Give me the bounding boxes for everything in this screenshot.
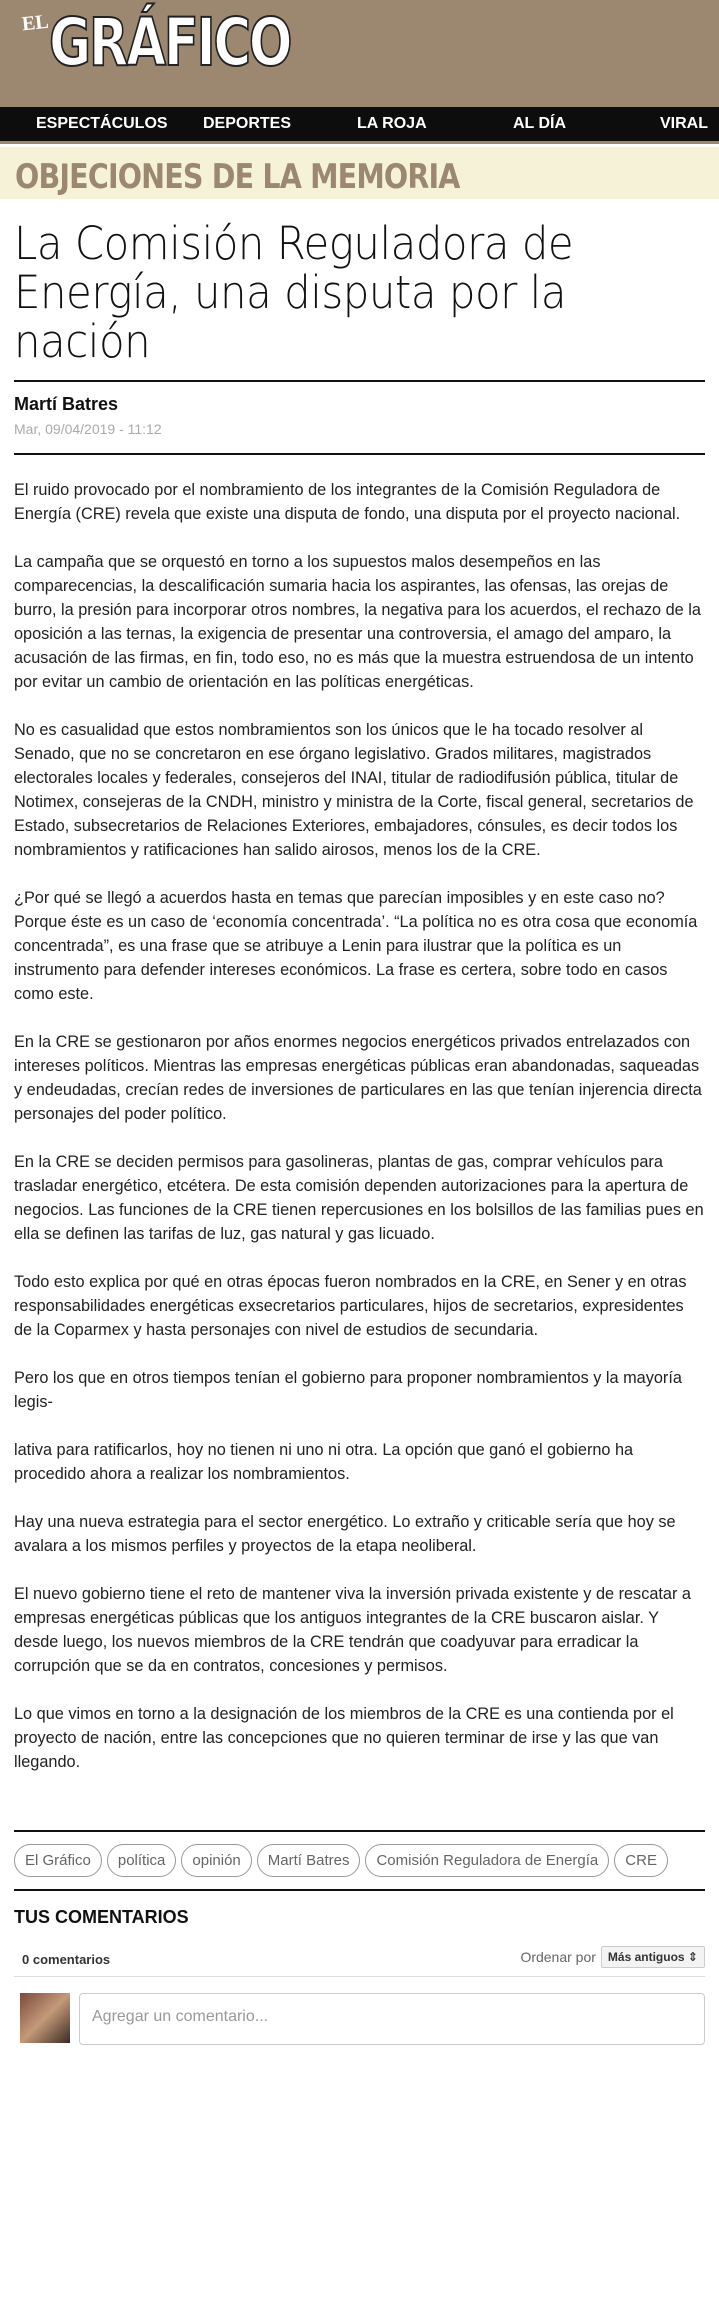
avatar xyxy=(20,1993,70,2043)
tag-cre[interactable]: CRE xyxy=(614,1844,668,1877)
tag-politica[interactable]: política xyxy=(107,1844,177,1877)
comment-placeholder: Agregar un comentario... xyxy=(92,2008,269,2025)
site-header xyxy=(0,0,719,107)
paragraph: El nuevo gobierno tiene el reto de mantener viva la inversión privada existente y de rescatar a empresas energéticas públicas que los antiguos integrantes de la CRE buscaron aislar. Y desde luego, los nuevos miembros de la CRE tendrán que coadyuvar para erradicar la corrupción que se da en contratos, concesiones y permisos. xyxy=(14,1585,691,1675)
comments-order xyxy=(520,1946,705,1968)
paragraph: lativa para ratificarlos, hoy no tienen ni uno ni otra. La opción que ganó el gobierno ha procedido ahora a realizar los nombramientos. xyxy=(14,1441,634,1483)
logo-big: GRÁFICO xyxy=(49,4,291,81)
logo-small: EL xyxy=(20,10,50,36)
paragraph: Lo que vimos en torno a la designación de los miembros de la CRE es una contienda por el proyecto de nación, entre las concepciones que no quieren terminar de irse y las que van llegando. xyxy=(14,1705,674,1771)
order-label: Ordenar por xyxy=(520,1949,596,1965)
nav-item-viral[interactable]: VIRAL xyxy=(660,115,708,132)
comment-input[interactable] xyxy=(79,1993,705,2045)
paragraph: Hay una nueva estrategia para el sector energético. Lo extraño y criticable sería que hoy se avalara a los mismos perfiles y proyectos de la etapa neoliberal. xyxy=(14,1513,676,1555)
byline-rule xyxy=(14,453,705,455)
order-select[interactable]: Más antiguos ⇕ xyxy=(601,1946,705,1968)
paragraph: La campaña que se orquestó en torno a los supuestos malos desempeños en las comparecencias, la descalificación sumaria hacia los aspirantes, las ofensas, las orejas de burro, la presión para incorporar otros nombres, la negativa para los acuerdos, el rechazo de la oposición a las ternas, la exigencia de presentar una controversia, el amago del amparo, la acusación de las firmas, en fin, todo eso, no es más que la muestra estruendosa de un intento por evitar un cambio de orientación en las políticas energéticas. xyxy=(14,553,701,691)
nav-item-al-dia[interactable]: AL DÍA xyxy=(513,115,567,132)
tag-list xyxy=(14,1830,705,1891)
section-title[interactable]: OBJECIONES DE LA MEMORIA xyxy=(15,157,460,197)
tag-opinion[interactable]: opinión xyxy=(181,1844,251,1877)
title-rule xyxy=(14,380,705,382)
paragraph: Pero los que en otros tiempos tenían el gobierno para proponer nombramientos y la mayoría legis- xyxy=(14,1369,682,1411)
comments-bar xyxy=(14,1946,705,1977)
tag-marti-batres[interactable]: Martí Batres xyxy=(257,1844,361,1877)
comment-compose xyxy=(14,1993,705,2053)
paragraph: El ruido provocado por el nombramiento de los integrantes de la Comisión Reguladora de Energía (CRE) revela que existe una disputa de fondo, una disputa por el proyecto nacional. xyxy=(14,481,681,523)
paragraph: ¿Por qué se llegó a acuerdos hasta en temas que parecían imposibles y en este caso no? Porque éste es un caso de ‘economía concentrada’. “La política no es otra cosa que economía concentrada”, es una frase que se atribuye a Lenin para ilustrar que la política es un instrumento para defender intereses económicos. La frase es certera, sobre todo en casos como este. xyxy=(14,889,698,1003)
tag-el-grafico[interactable]: El Gráfico xyxy=(14,1844,102,1877)
article-title: La Comisión Reguladora de Energía, una disputa por la nación xyxy=(14,217,574,368)
article-author[interactable]: Martí Batres xyxy=(14,394,119,414)
main-nav xyxy=(0,107,719,144)
nav-item-deportes[interactable]: DEPORTES xyxy=(203,115,292,132)
comments-count: 0 comentarios xyxy=(22,1952,111,1967)
paragraph: No es casualidad que estos nombramientos son los únicos que le ha tocado resolver al Senado, que no se concretaron en ese órgano legislativo. Grados militares, magistrados electorales locales y federales, consejeros del INAI, titular de radiodifusión pública, titular de Notimex, consejeras de la CNDH, ministro y ministra de la Corte, fiscal general, secretarios de Estado, subsecretarios de Relaciones Exteriores, embajadores, cónsules, es decir todos los nombramientos y ratificaciones han salido airosos, menos los de la CRE. xyxy=(14,721,694,859)
paragraph: Todo esto explica por qué en otras épocas fueron nombrados en la CRE, en Sener y en otras responsabilidades energéticas exsecretarios particulares, hijos de secretarios, expresidentes de la Coparmex y hasta personajes con nivel de estudios de secundaria. xyxy=(14,1273,687,1339)
article-date: Mar, 09/04/2019 - 11:12 xyxy=(14,421,162,437)
nav-item-espectaculos[interactable]: ESPECTÁCULOS xyxy=(36,115,168,132)
tag-cre-full[interactable]: Comisión Reguladora de Energía xyxy=(365,1844,609,1877)
section-band xyxy=(0,147,719,199)
paragraph: En la CRE se gestionaron por años enormes negocios energéticos privados entrelazados con intereses políticos. Mientras las empresas energéticas públicas eran abandonadas, saqueadas y endeudadas, crecían redes de inversiones de particulares en las que tenían injerencia directa personajes del poder político. xyxy=(14,1033,702,1123)
article-body xyxy=(14,478,705,1774)
comments-title: TUS COMENTARIOS xyxy=(14,1907,189,1927)
nav-item-la-roja[interactable]: LA ROJA xyxy=(357,115,427,132)
paragraph: En la CRE se deciden permisos para gasolineras, plantas de gas, comprar vehículos para trasladar energético, etcétera. De esta comisión dependen autorizaciones para la apertura de negocios. Las funciones de la CRE tienen repercusiones en los bolsillos de las familias pues en ella se definen las tarifas de luz, gas natural y gas licuado. xyxy=(14,1153,704,1243)
